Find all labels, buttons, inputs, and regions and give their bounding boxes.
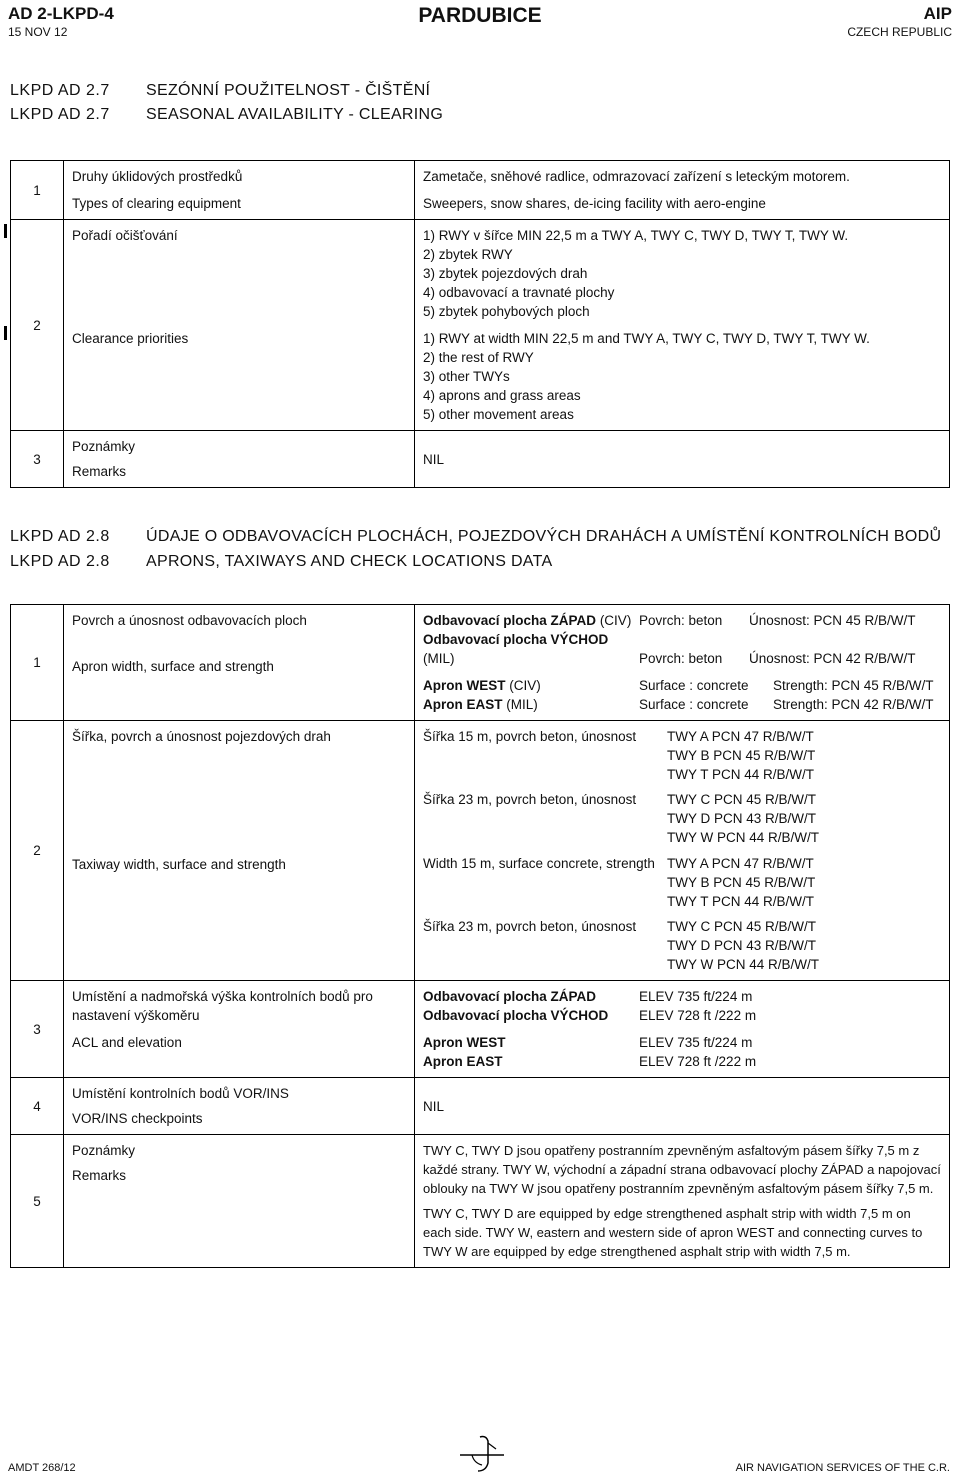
apron-name: Apron EAST — [423, 697, 503, 712]
table-row — [11, 605, 950, 721]
acl-elev: ELEV 728 ft /222 m — [639, 1054, 757, 1069]
table-row — [11, 721, 950, 981]
page-title: PARDUBICE — [418, 4, 542, 27]
twy-pcn: TWY C PCN 45 R/B/W/T — [667, 792, 817, 807]
priority-cz-4: 4) odbavovací a travnaté plochy — [423, 285, 615, 300]
apron-surface: Povrch: beton — [639, 651, 723, 666]
apron-en-row — [423, 695, 941, 714]
twy-pcn: TWY T PCN 44 R/B/W/T — [667, 894, 815, 909]
value-cz: Zametače, sněhové radlice, odmrazovací zařízení s leteckým motorem. — [423, 169, 850, 184]
acl-elev: ELEV 728 ft /222 m — [639, 1008, 757, 1023]
apron-cz-row — [423, 630, 941, 668]
label-en: Remarks — [72, 464, 127, 479]
change-bar — [4, 326, 7, 340]
twy-pcn: TWY W PCN 44 R/B/W/T — [667, 957, 820, 972]
label-cz: Poznámky — [72, 439, 136, 454]
label-cz: Druhy úklidových prostředků — [72, 169, 243, 184]
table-row — [11, 161, 950, 220]
label-cz: Poznámky — [72, 1143, 136, 1158]
twy-desc: Width 15 m, surface concrete, strength — [423, 856, 655, 871]
acl-name: Odbavovací plocha VÝCHOD — [423, 1008, 609, 1023]
acl-row — [423, 987, 941, 1006]
twy-pcn: TWY A PCN 47 R/B/W/T — [667, 729, 814, 744]
twy-pcn: TWY T PCN 44 R/B/W/T — [667, 767, 815, 782]
apron-surface: Surface : concrete — [639, 697, 749, 712]
remarks-value: NIL — [423, 451, 445, 467]
label-en: Apron width, surface and strength — [72, 659, 274, 674]
label-cz: Umístění a nadmořská výška kontrolních bodů pro nastavení výškoměru — [72, 989, 373, 1023]
section-title-en: SEASONAL AVAILABILITY - CLEARING — [146, 106, 444, 123]
acl-row — [423, 1033, 941, 1052]
priority-cz-1: 1) RWY v šířce MIN 22,5 m a TWY A, TWY C, TWY D, TWY T, TWY W. — [423, 228, 849, 243]
twy-pcn: TWY B PCN 45 R/B/W/T — [667, 875, 816, 890]
table-row — [11, 981, 950, 1078]
doc-id: AD 2-LKPD-4 — [8, 4, 114, 23]
row-number: 2 — [11, 220, 64, 431]
twy-pcn: TWY D PCN 43 R/B/W/T — [667, 811, 817, 826]
apron-tag: (MIL) — [423, 651, 455, 666]
label-en: VOR/INS checkpoints — [72, 1111, 203, 1126]
apron-tag: (CIV) — [509, 678, 541, 693]
acl-name: Apron EAST — [423, 1054, 503, 1069]
header-right — [847, 4, 952, 40]
section-ref-cz: LKPD AD 2.8 — [10, 528, 110, 545]
label-cz: Povrch a únosnost odbavovacích ploch — [72, 613, 307, 628]
section-ref-en: LKPD AD 2.7 — [10, 106, 110, 123]
label-cz: Umístění kontrolních bodů VOR/INS — [72, 1086, 289, 1101]
row-number: 4 — [11, 1078, 64, 1135]
clearing-table — [10, 160, 950, 488]
label-en: Taxiway width, surface and strength — [72, 857, 286, 872]
label-en: ACL and elevation — [72, 1035, 182, 1050]
priority-en-2: 2) the rest of RWY — [423, 350, 534, 365]
row-number: 5 — [11, 1135, 64, 1268]
apron-tag: (CIV) — [599, 613, 632, 628]
acl-name: Odbavovací plocha ZÁPAD — [423, 989, 597, 1004]
apron-surface: Surface : concrete — [639, 678, 749, 693]
apron-name: Apron WEST — [423, 678, 506, 693]
section-title-cz: ÚDAJE O ODBAVOVACÍCH PLOCHÁCH, POJEZDOVÝCH DRAHÁCH A UMÍSTĚNÍ KONTROLNÍCH BODŮ — [146, 528, 942, 545]
twy-pcn: TWY W PCN 44 R/B/W/T — [667, 830, 820, 845]
publisher-name: AIR NAVIGATION SERVICES OF THE C.R. — [735, 1462, 950, 1474]
label-en: Remarks — [72, 1168, 127, 1183]
twy-desc: Šířka 15 m, povrch beton, únosnost — [423, 729, 637, 744]
table-row — [11, 431, 950, 488]
doc-date: 15 NOV 12 — [8, 25, 68, 39]
amendment-number: AMDT 268/12 — [8, 1462, 76, 1474]
apron-name: Odbavovací plocha VÝCHOD — [423, 632, 609, 647]
priority-cz-2: 2) zbytek RWY — [423, 247, 513, 262]
twy-block-cz-b — [423, 790, 941, 847]
value-en: Sweepers, snow shares, de-icing facility with aero-engine — [423, 196, 766, 211]
row-number: 2 — [11, 721, 64, 981]
twy-pcn: TWY A PCN 47 R/B/W/T — [667, 856, 814, 871]
apron-strength: Únosnost: PCN 42 R/B/W/T — [749, 651, 916, 666]
section-title-en: APRONS, TAXIWAYS AND CHECK LOCATIONS DATA — [146, 553, 553, 570]
section-ref-cz: LKPD AD 2.7 — [10, 82, 110, 99]
label-cz: Pořadí očišťování — [72, 228, 178, 243]
twy-block-en-b — [423, 917, 941, 974]
table-row — [11, 1135, 950, 1268]
priority-en-5: 5) other movement areas — [423, 407, 574, 422]
change-bar — [4, 224, 7, 238]
country-label: CZECH REPUBLIC — [847, 25, 952, 39]
acl-elev: ELEV 735 ft/224 m — [639, 989, 753, 1004]
apron-name: Odbavovací plocha ZÁPAD — [423, 613, 597, 628]
priority-en-3: 3) other TWYs — [423, 369, 510, 384]
twy-pcn: TWY C PCN 45 R/B/W/T — [667, 919, 817, 934]
row-number: 1 — [11, 161, 64, 220]
remark-cz-line: oblouky na TWY W jsou opatřeny postranním zpevněným asfaltovým pásem šířky 7,5 m. — [423, 1181, 934, 1196]
section-title-cz: SEZÓNNÍ POUŽITELNOST - ČIŠTĚNÍ — [146, 82, 431, 99]
apron-strength: Strength: PCN 45 R/B/W/T — [773, 678, 934, 693]
apron-strength: Únosnost: PCN 45 R/B/W/T — [749, 613, 916, 628]
apron-surface: Povrch: beton — [639, 613, 723, 628]
twy-desc: Šířka 23 m, povrch beton, únosnost — [423, 792, 637, 807]
priority-cz-5: 5) zbytek pohybových ploch — [423, 304, 590, 319]
twy-pcn: TWY D PCN 43 R/B/W/T — [667, 938, 817, 953]
apron-cz-row — [423, 611, 941, 630]
apron-strength: Strength: PCN 42 R/B/W/T — [773, 697, 934, 712]
remark-cz-line: TWY C, TWY D jsou opatřeny postranním zpevněným asfaltovým pásem šířky 7,5 m z — [423, 1143, 920, 1158]
remark-en-line: TWY C, TWY D are equipped by edge strengthened asphalt strip with width 7,5 m on — [423, 1206, 911, 1221]
remark-en-line: TWY W are equipped by edge strengthened asphalt strip with width 7,5 m. — [423, 1244, 851, 1259]
acl-row — [423, 1052, 941, 1071]
row-number: 3 — [11, 431, 64, 488]
checkpoints-value: NIL — [423, 1098, 445, 1114]
row-number: 3 — [11, 981, 64, 1078]
label-cz: Šířka, povrch a únosnost pojezdových drah — [72, 729, 331, 744]
twy-desc: Šířka 23 m, povrch beton, únosnost — [423, 919, 637, 934]
twy-block-cz-a — [423, 727, 941, 784]
table-row — [11, 220, 950, 431]
remark-en-line: each side. TWY W, eastern and western side of apron WEST and connecting curves to — [423, 1225, 923, 1240]
acl-elev: ELEV 735 ft/224 m — [639, 1035, 753, 1050]
ans-logo-icon — [458, 1433, 506, 1478]
row-number: 1 — [11, 605, 64, 721]
aip-label: AIP — [923, 4, 952, 23]
priority-cz-3: 3) zbytek pojezdových drah — [423, 266, 588, 281]
priority-en-1: 1) RWY at width MIN 22,5 m and TWY A, TWY C, TWY D, TWY T, TWY W. — [423, 331, 870, 346]
twy-pcn: TWY B PCN 45 R/B/W/T — [667, 748, 816, 763]
acl-row — [423, 1006, 941, 1025]
aprons-table — [10, 604, 950, 1268]
twy-block-en-a — [423, 854, 941, 911]
apron-en-row — [423, 676, 941, 695]
label-en: Types of clearing equipment — [72, 196, 241, 211]
remark-cz-line: každé strany. TWY W, východní a západní strana odbavovací plochy ZÁPAD a napojovací — [423, 1162, 941, 1177]
priority-en-4: 4) aprons and grass areas — [423, 388, 581, 403]
apron-tag: (MIL) — [506, 697, 538, 712]
acl-name: Apron WEST — [423, 1035, 506, 1050]
label-en: Clearance priorities — [72, 331, 189, 346]
table-row — [11, 1078, 950, 1135]
section-ref-en: LKPD AD 2.8 — [10, 553, 110, 570]
